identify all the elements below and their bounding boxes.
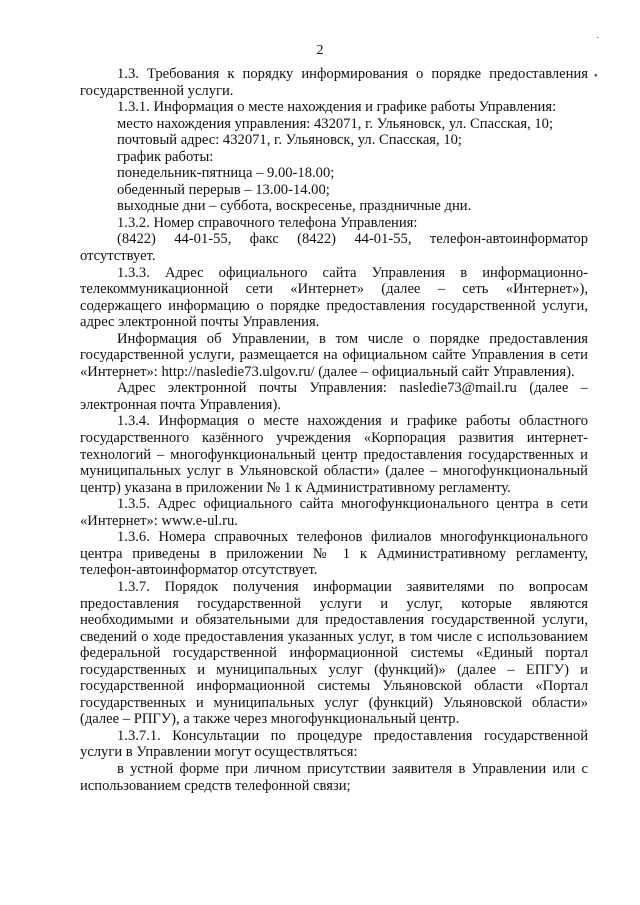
paragraph: 1.3. Требования к порядку информирования о порядке предоставления государственной услуги. [80, 66, 588, 99]
paragraph: Адрес электронной почты Управления: nasledie73@mail.ru (далее – электронная почта Управления). [80, 380, 588, 413]
paragraph: 1.3.3. Адрес официального сайта Управления в информационно-телекоммуникационной сети «Интернет» (далее – сеть «Интернет»), содержащего информацию о порядке предоставления государственной услуги, адрес электронной почты Управления. [80, 264, 588, 331]
paragraph: 1.3.7. Порядок получения информации заявителями по вопросам предоставления государственной услуги и услуг, которые являются необходимыми и обязательными для предоставления государственной услуги, сведений о ходе предоставления указанных услуг, в том числе с использованием федеральной государственной информационной системы «Единый портал государственных и муниципальных услуг (функций)» (далее – ЕПГУ) и государственной информационной системы Ульяновской области «Портал государственных и муниципальных услуг (функций) Ульяновской области» (далее – РПГУ), а также через многофункциональный центр. [80, 578, 588, 728]
paragraph: в устной форме при личном присутствии заявителя в Управлении или с использованием средств телефонной связи; [80, 760, 588, 794]
paragraph: 1.3.6. Номера справочных телефонов филиалов многофункционального центра приведены в приложении № 1 к Административному регламенту, телефон-автоинформатор отсутствует. [80, 529, 588, 579]
scan-artifact: ˙ [596, 36, 600, 47]
paragraph: 1.3.4. Информация о месте нахождения и графике работы областного государственного казённого учреждения «Корпорация развития интернет-технологий – многофункциональный центр предоставления государственных и муниципальных услуг в Ульяновской области» (далее – многофункциональный центр) указана в приложении № 1 к Административному регламенту. [80, 413, 588, 496]
paragraph: Информация об Управлении, в том числе о порядке предоставления государственной услуги, размещается на официальном сайте Управления в сети «Интернет»: http://nasledie73.ulgov.ru/ (далее – официальный сайт Управления). [80, 330, 588, 380]
paragraph: почтовый адрес: 432071, г. Ульяновск, ул. Спасская, 10; [117, 132, 462, 149]
document-body [80, 66, 588, 794]
page-number: 2 [316, 43, 324, 58]
paragraph: выходные дни – суббота, воскресенье, праздничные дни. [117, 198, 472, 215]
paragraph: 1.3.1. Информация о месте нахождения и графике работы Управления: [117, 99, 557, 116]
paragraph: обеденный перерыв – 13.00-14.00; [117, 181, 330, 198]
paragraph: 1.3.7.1. Консультации по процедуре предоставления государственной услуги в Управлении могут осуществляться: [80, 727, 588, 761]
paragraph: место нахождения управления: 432071, г. Ульяновск, ул. Спасская, 10; [117, 115, 554, 132]
paragraph: 1.3.2. Номер справочного телефона Управления: [117, 214, 418, 231]
paragraph: понедельник-пятница – 9.00-18.00; [117, 165, 335, 182]
paragraph: график работы: [117, 148, 214, 165]
scan-artifact: • [594, 71, 598, 82]
paragraph: 1.3.5. Адрес официального сайта многофункционального центра в сети «Интернет»: www.e-ul.ru. [80, 496, 588, 529]
paragraph: (8422) 44-01-55, факс (8422) 44-01-55, телефон-автоинформатор отсутствует. [80, 231, 588, 265]
